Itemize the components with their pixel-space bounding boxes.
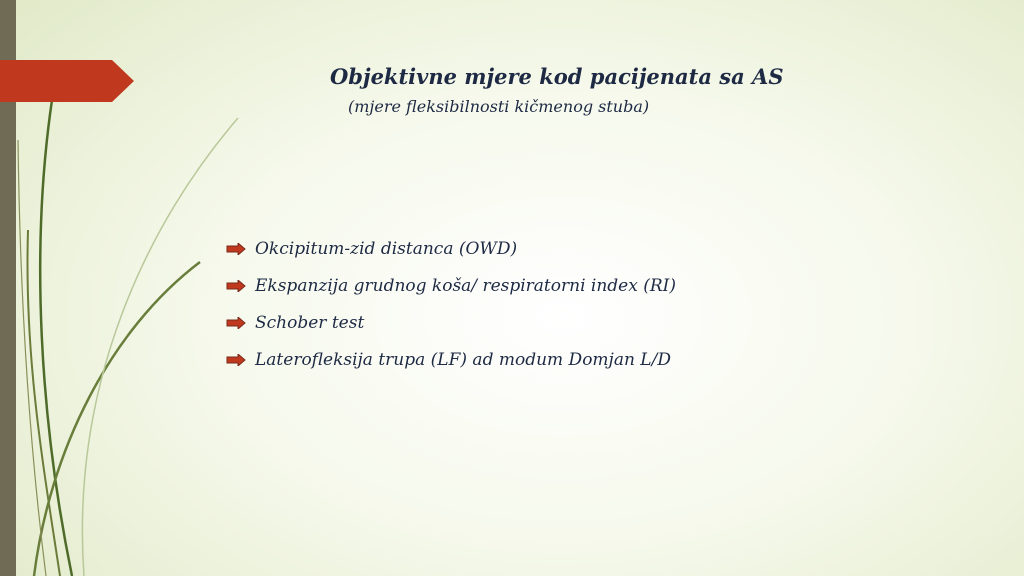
title-accent-tab: [0, 60, 134, 102]
slide-subtitle: (mjere fleksibilnosti kičmenog stuba): [348, 97, 650, 116]
list-item: [226, 230, 676, 267]
list-item: [226, 304, 676, 341]
arrow-bullet-icon: [226, 317, 246, 329]
arrow-bullet-icon: [226, 280, 246, 292]
arrow-bullet-icon: [226, 354, 246, 366]
arrow-bullet-icon: [226, 243, 246, 255]
bullet-list: [226, 230, 676, 378]
bullet-text: Schober test: [255, 312, 365, 333]
bullet-text: Okcipitum-zid distanca (OWD): [255, 238, 518, 259]
bullet-text: Ekspanzija grudnog koša/ respiratorni index (RI): [255, 275, 677, 296]
slide-title: Objektivne mjere kod pacijenata sa AS: [330, 64, 784, 89]
list-item: [226, 341, 676, 378]
bullet-text: Laterofleksija trupa (LF) ad modum Domjan L/D: [255, 349, 671, 370]
list-item: [226, 267, 676, 304]
